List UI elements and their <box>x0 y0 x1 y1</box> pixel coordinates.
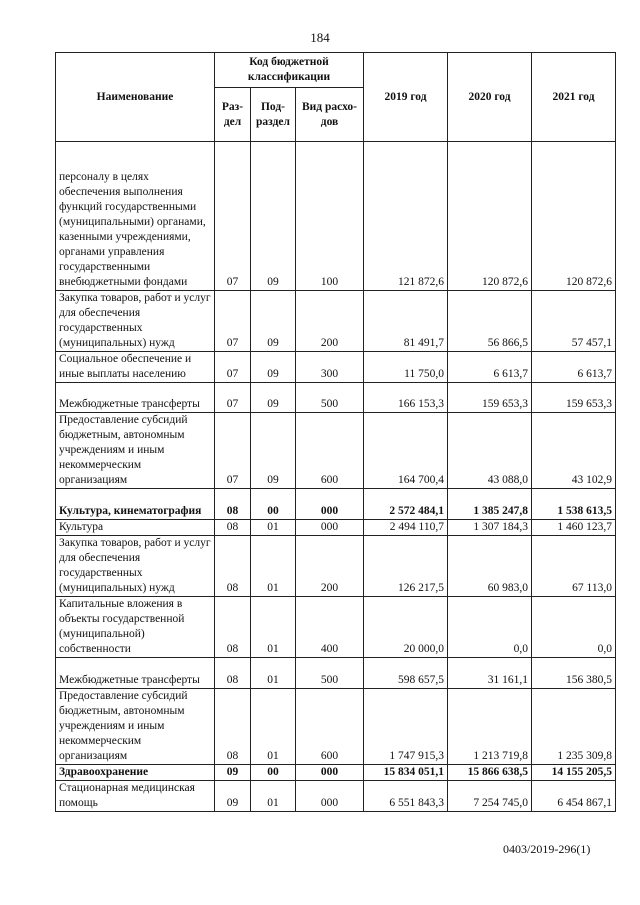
cell-vid: 000 <box>296 489 364 520</box>
cell-name: Социальное обеспечение и иные выплаты населению <box>56 352 215 383</box>
cell-name: Культура <box>56 520 215 536</box>
cell-y2019: 11 750,0 <box>364 352 448 383</box>
table-row <box>56 658 616 689</box>
table-row <box>56 489 616 520</box>
cell-podrazdel: 09 <box>251 291 296 352</box>
table-row <box>56 383 616 413</box>
header-name: Наименование <box>56 53 215 142</box>
document-code: 0403/2019-296(1) <box>503 842 591 856</box>
table-row <box>56 520 616 536</box>
cell-y2020: 1 213 719,8 <box>448 689 532 765</box>
cell-y2019: 598 657,5 <box>364 658 448 689</box>
cell-razdel: 08 <box>215 489 251 520</box>
cell-y2019: 121 872,6 <box>364 142 448 291</box>
cell-podrazdel: 09 <box>251 413 296 489</box>
cell-name: Закупка товаров, работ и услуг для обеспечения государственных (муниципальных) нужд <box>56 536 215 597</box>
cell-razdel: 07 <box>215 291 251 352</box>
cell-podrazdel: 01 <box>251 520 296 536</box>
header-podrazdel: Под-раздел <box>251 88 296 142</box>
table-row <box>56 413 616 489</box>
cell-y2019: 126 217,5 <box>364 536 448 597</box>
cell-name: Культура, кинематография <box>56 489 215 520</box>
cell-y2021: 57 457,1 <box>532 291 616 352</box>
cell-y2020: 1 385 247,8 <box>448 489 532 520</box>
cell-name: персоналу в целях обеспечения выполнения функций государственными (муниципальными) органами, казенными учреждениями, органами управления государственными внебюджетными фондами <box>56 142 215 291</box>
cell-vid: 000 <box>296 765 364 781</box>
cell-vid: 300 <box>296 352 364 383</box>
cell-y2019: 6 551 843,3 <box>364 781 448 812</box>
cell-y2020: 159 653,3 <box>448 383 532 413</box>
cell-vid: 500 <box>296 658 364 689</box>
header-2021: 2021 год <box>532 53 616 142</box>
cell-podrazdel: 01 <box>251 781 296 812</box>
cell-name: Предоставление субсидий бюджетным, автономным учреждениям и иным некоммерческим организациям <box>56 689 215 765</box>
table-row <box>56 291 616 352</box>
cell-vid: 600 <box>296 413 364 489</box>
cell-name: Стационарная медицинская помощь <box>56 781 215 812</box>
cell-y2020: 31 161,1 <box>448 658 532 689</box>
cell-vid: 200 <box>296 536 364 597</box>
header-2020: 2020 год <box>448 53 532 142</box>
table-row <box>56 142 616 291</box>
cell-name: Капитальные вложения в объекты государственной (муниципальной) собственности <box>56 597 215 658</box>
cell-vid: 000 <box>296 781 364 812</box>
cell-y2019: 2 494 110,7 <box>364 520 448 536</box>
cell-y2019: 164 700,4 <box>364 413 448 489</box>
cell-razdel: 08 <box>215 689 251 765</box>
cell-podrazdel: 00 <box>251 489 296 520</box>
cell-y2020: 56 866,5 <box>448 291 532 352</box>
cell-name: Предоставление субсидий бюджетным, автономным учреждениям и иным некоммерческим организациям <box>56 413 215 489</box>
cell-y2021: 120 872,6 <box>532 142 616 291</box>
header-code-group: Код бюджетной классификации <box>215 53 364 88</box>
table-body <box>56 142 616 812</box>
cell-vid: 600 <box>296 689 364 765</box>
table-row <box>56 536 616 597</box>
cell-y2019: 166 153,3 <box>364 383 448 413</box>
cell-y2021: 67 113,0 <box>532 536 616 597</box>
cell-razdel: 09 <box>215 765 251 781</box>
cell-y2021: 1 460 123,7 <box>532 520 616 536</box>
cell-y2020: 120 872,6 <box>448 142 532 291</box>
cell-razdel: 07 <box>215 142 251 291</box>
cell-y2020: 0,0 <box>448 597 532 658</box>
cell-y2019: 2 572 484,1 <box>364 489 448 520</box>
cell-razdel: 09 <box>215 781 251 812</box>
cell-y2021: 0,0 <box>532 597 616 658</box>
cell-y2020: 15 866 638,5 <box>448 765 532 781</box>
cell-razdel: 07 <box>215 352 251 383</box>
cell-vid: 500 <box>296 383 364 413</box>
cell-podrazdel: 01 <box>251 597 296 658</box>
cell-podrazdel: 09 <box>251 352 296 383</box>
table-row <box>56 765 616 781</box>
budget-table <box>55 52 616 812</box>
cell-y2020: 6 613,7 <box>448 352 532 383</box>
cell-y2021: 1 538 613,5 <box>532 489 616 520</box>
table-header <box>56 53 616 142</box>
page-number: 184 <box>310 30 330 45</box>
table-row <box>56 352 616 383</box>
cell-razdel: 08 <box>215 536 251 597</box>
cell-name: Межбюджетные трансферты <box>56 383 215 413</box>
cell-vid: 000 <box>296 520 364 536</box>
cell-podrazdel: 01 <box>251 536 296 597</box>
cell-name: Здравоохранение <box>56 765 215 781</box>
cell-razdel: 08 <box>215 658 251 689</box>
cell-podrazdel: 09 <box>251 142 296 291</box>
cell-y2021: 14 155 205,5 <box>532 765 616 781</box>
cell-y2021: 43 102,9 <box>532 413 616 489</box>
cell-y2019: 20 000,0 <box>364 597 448 658</box>
cell-y2020: 43 088,0 <box>448 413 532 489</box>
cell-y2019: 1 747 915,3 <box>364 689 448 765</box>
header-razdel: Раз-дел <box>215 88 251 142</box>
cell-name: Межбюджетные трансферты <box>56 658 215 689</box>
table-row <box>56 597 616 658</box>
cell-y2021: 6 613,7 <box>532 352 616 383</box>
cell-podrazdel: 01 <box>251 689 296 765</box>
cell-podrazdel: 00 <box>251 765 296 781</box>
cell-y2020: 7 254 745,0 <box>448 781 532 812</box>
cell-razdel: 08 <box>215 597 251 658</box>
cell-podrazdel: 01 <box>251 658 296 689</box>
cell-razdel: 07 <box>215 383 251 413</box>
cell-y2020: 60 983,0 <box>448 536 532 597</box>
cell-y2021: 156 380,5 <box>532 658 616 689</box>
cell-vid: 200 <box>296 291 364 352</box>
cell-vid: 100 <box>296 142 364 291</box>
cell-y2020: 1 307 184,3 <box>448 520 532 536</box>
table-row <box>56 689 616 765</box>
cell-razdel: 07 <box>215 413 251 489</box>
header-vid: Вид расхо-дов <box>296 88 364 142</box>
cell-vid: 400 <box>296 597 364 658</box>
cell-razdel: 08 <box>215 520 251 536</box>
cell-y2021: 6 454 867,1 <box>532 781 616 812</box>
cell-name: Закупка товаров, работ и услуг для обеспечения государственных (муниципальных) нужд <box>56 291 215 352</box>
cell-y2021: 1 235 309,8 <box>532 689 616 765</box>
cell-y2021: 159 653,3 <box>532 383 616 413</box>
cell-y2019: 81 491,7 <box>364 291 448 352</box>
table-row <box>56 781 616 812</box>
cell-podrazdel: 09 <box>251 383 296 413</box>
cell-y2019: 15 834 051,1 <box>364 765 448 781</box>
header-2019: 2019 год <box>364 53 448 142</box>
